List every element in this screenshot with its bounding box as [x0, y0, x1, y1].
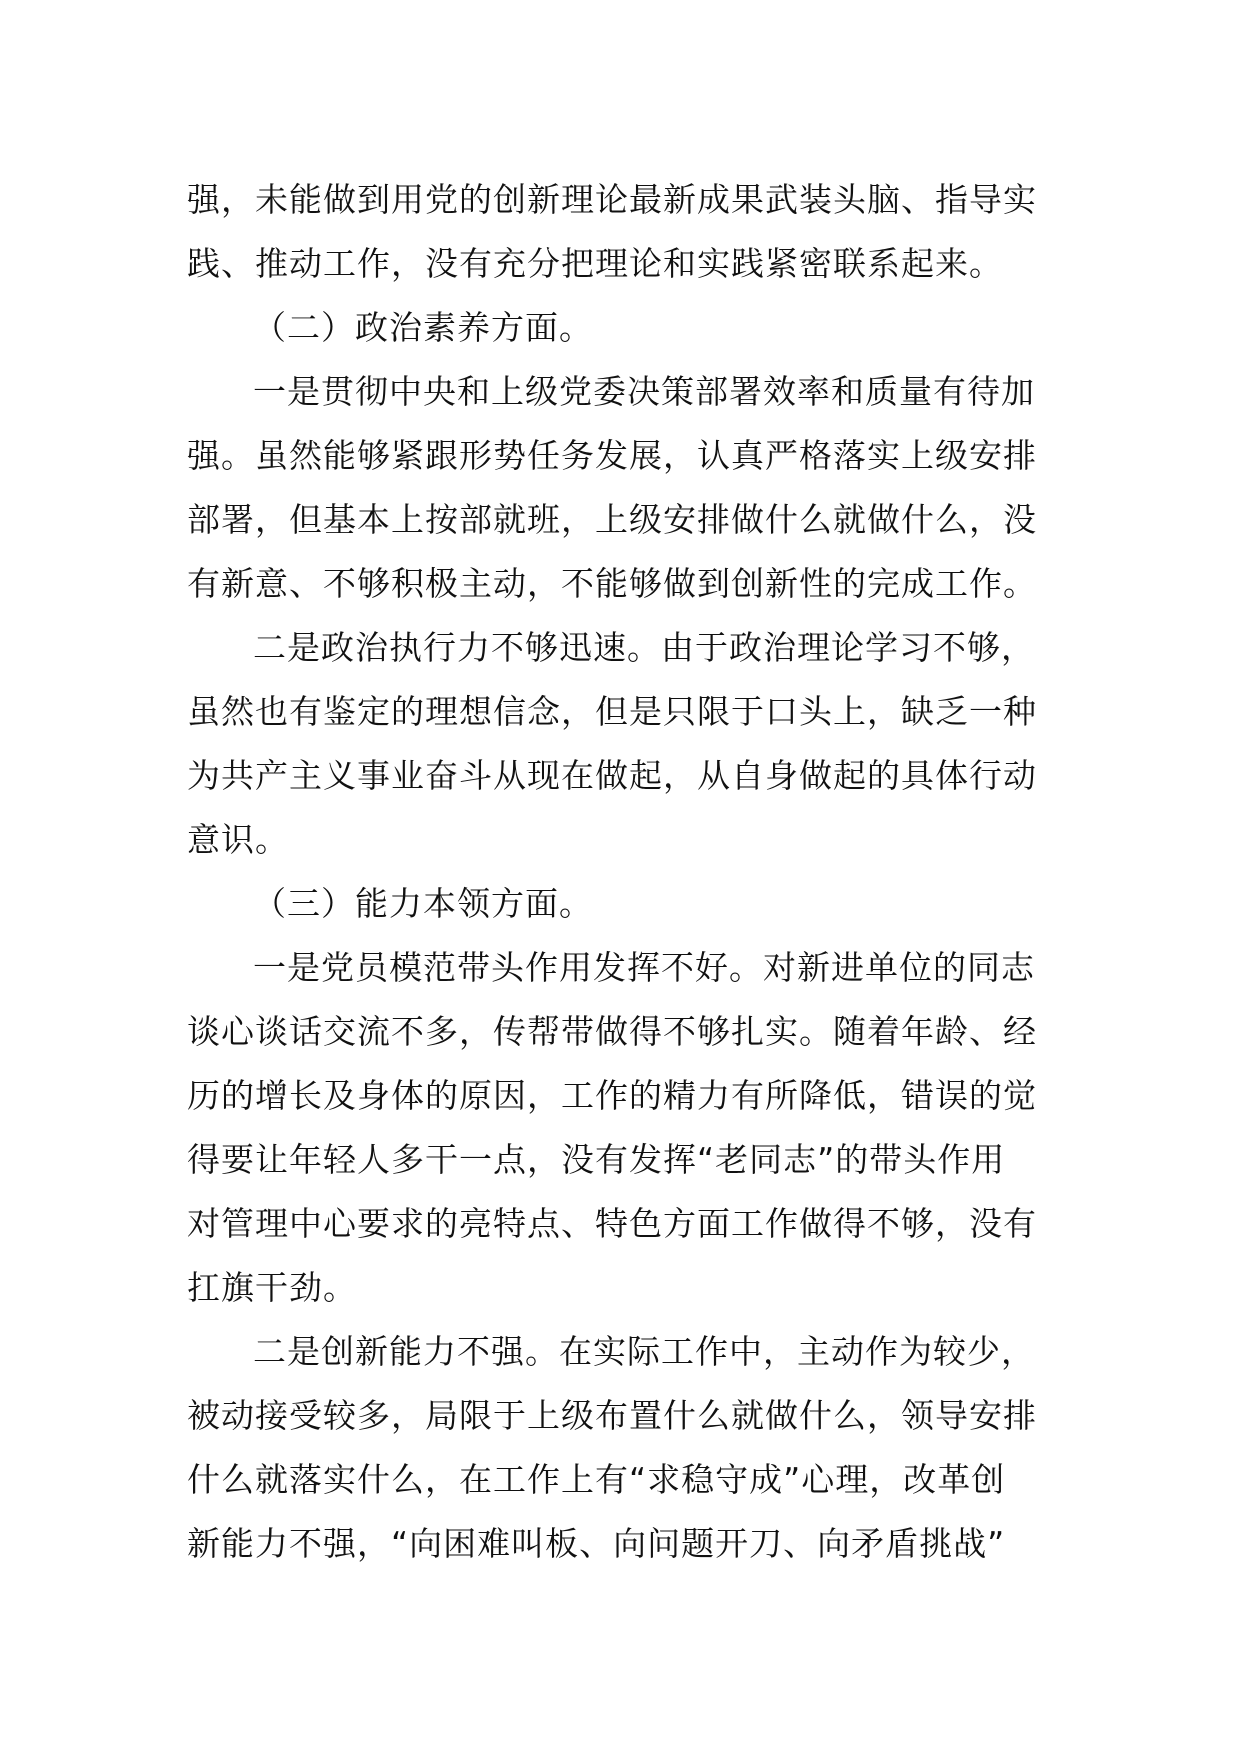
paragraph-line: 强，未能做到用党的创新理论最新成果武装头脑、指导实 — [187, 180, 1037, 219]
section-heading: （二）政治素养方面。 — [253, 308, 593, 347]
paragraph-line: 践、推动工作，没有充分把理论和实践紧密联系起来。 — [187, 244, 1003, 283]
paragraph-line: 历的增长及身体的原因，工作的精力有所降低，错误的觉 — [187, 1076, 1037, 1115]
paragraph-line: 有新意、不够积极主动，不能够做到创新性的完成工作。 — [187, 564, 1037, 603]
paragraph-line: 谈心谈话交流不多，传帮带做得不够扎实。随着年龄、经 — [187, 1012, 1037, 1051]
paragraph-line: 二是创新能力不强。在实际工作中，主动作为较少， — [253, 1332, 1035, 1371]
paragraph-line: 为共产主义事业奋斗从现在做起，从自身做起的具体行动 — [187, 756, 1037, 795]
paragraph-line: 一是党员模范带头作用发挥不好。对新进单位的同志 — [253, 948, 1035, 987]
paragraph-line: 强。虽然能够紧跟形势任务发展，认真严格落实上级安排 — [187, 436, 1037, 475]
paragraph-line: 一是贯彻中央和上级党委决策部署效率和质量有待加 — [253, 372, 1035, 411]
paragraph-line: 虽然也有鉴定的理想信念，但是只限于口头上，缺乏一种 — [187, 692, 1037, 731]
paragraph-line: 部署，但基本上按部就班，上级安排做什么就做什么，没 — [187, 500, 1037, 539]
paragraph-line: 被动接受较多，局限于上级布置什么就做什么，领导安排 — [187, 1396, 1037, 1435]
paragraph-line: 得要让年轻人多干一点，没有发挥“老同志”的带头作用 — [187, 1140, 1006, 1179]
paragraph-line: 新能力不强，“向困难叫板、向问题开刀、向矛盾挑战” — [187, 1524, 1006, 1563]
paragraph-line: 扛旗干劲。 — [187, 1268, 357, 1307]
document-body — [187, 168, 1055, 1576]
paragraph-line: 什么就落实什么，在工作上有“求稳守成”心理，改革创 — [187, 1460, 1006, 1499]
paragraph-line: 对管理中心要求的亮特点、特色方面工作做得不够，没有 — [187, 1204, 1037, 1243]
section-heading: （三）能力本领方面。 — [253, 884, 593, 923]
paragraph-line: 意识。 — [187, 820, 289, 859]
paragraph-line: 二是政治执行力不够迅速。由于政治理论学习不够， — [253, 628, 1035, 667]
